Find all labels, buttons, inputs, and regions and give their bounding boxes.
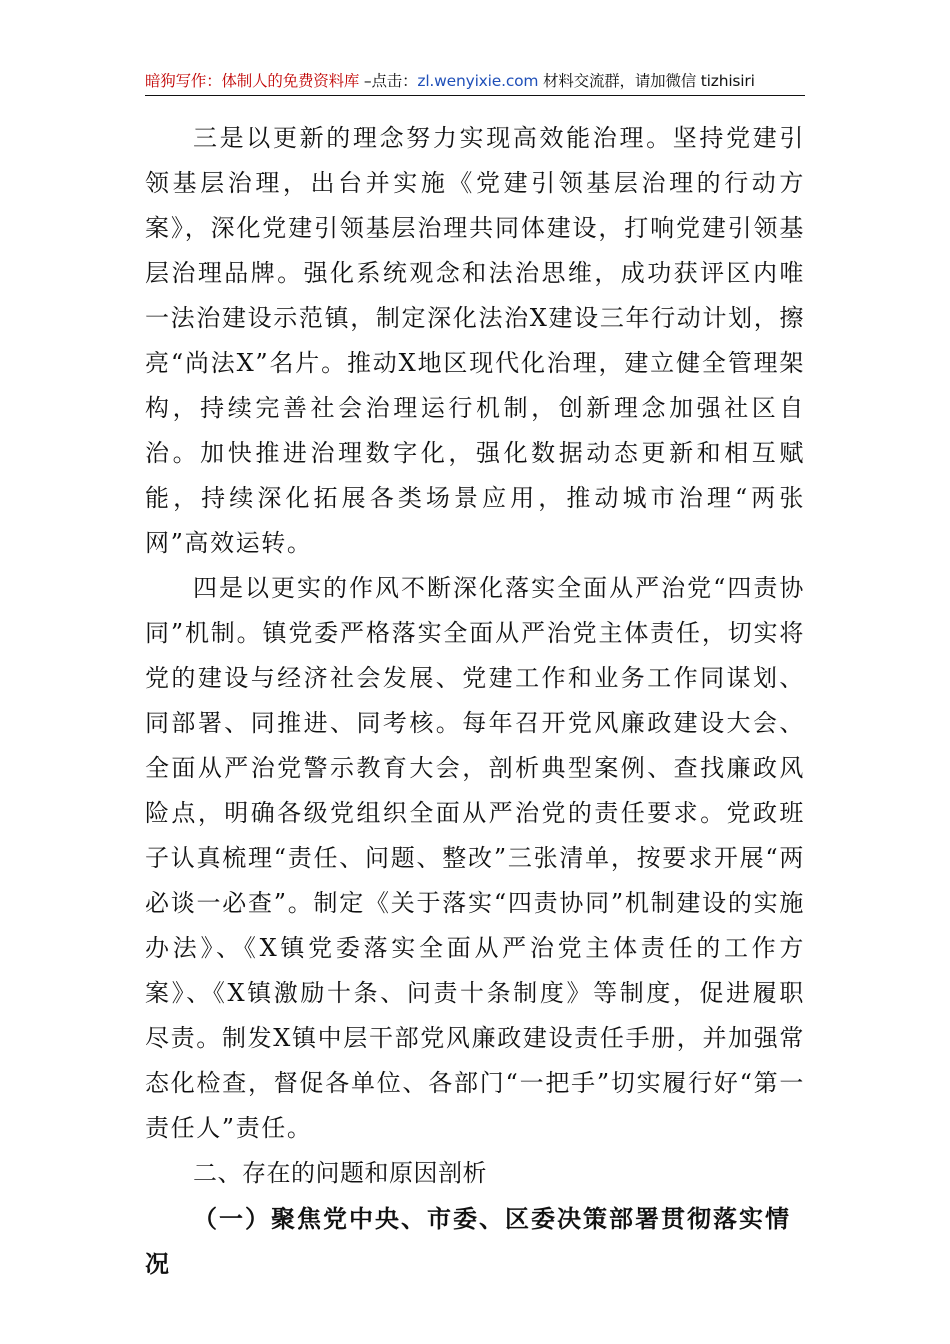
subsection-heading: （一）聚焦党中央、市委、区委决策部署贯彻落实情况	[145, 1204, 791, 1278]
header-divider	[145, 95, 805, 96]
document-body	[145, 116, 805, 1286]
header-link[interactable]: zl.wenyixie.com	[417, 72, 539, 90]
header-separator: –点击：	[359, 72, 418, 90]
section-heading: 二、存在的问题和原因剖析	[193, 1159, 487, 1187]
header-note: 材料交流群，请加微信 tizhisiri	[538, 72, 755, 90]
header-brand: 暗狗写作：体制人的免费资料库	[145, 72, 360, 90]
paragraph-governance: 三是以更新的理念努力实现高效能治理。坚持党建引领基层治理，出台并实施《党建引领基层治理的行动方案》，深化党建引领基层治理共同体建设，打响党建引领基层治理品牌。强化系统观念和法治思维，成功获评区内唯一法治建设示范镇，制定深化法治X建设三年行动计划，擦亮“尚法X”名片。推动X地区现代化治理，建立健全管理架构，持续完善社会治理运行机制，创新理念加强社区自治。加快推进治理数字化，强化数据动态更新和相互赋能，持续深化拓展各类场景应用，推动城市治理“两张网”高效运转。	[145, 124, 805, 557]
paragraph-party-discipline: 四是以更实的作风不断深化落实全面从严治党“四责协同”机制。镇党委严格落实全面从严治党主体责任，切实将党的建设与经济社会发展、党建工作和业务工作同谋划、同部署、同推进、同考核。每年召开党风廉政建设大会、全面从严治党警示教育大会，剖析典型案例、查找廉政风险点，明确各级党组织全面从严治党的责任要求。党政班子认真梳理“责任、问题、整改”三张清单，按要求开展“两必谈一必查”。制定《关于落实“四责协同”机制建设的实施办法》、《X镇党委落实全面从严治党主体责任的工作方案》、《X镇激励十条、问责十条制度》等制度，促进履职尽责。制发X镇中层干部党风廉政建设责任手册，并加强常态化检查，督促各单位、各部门“一把手”切实履行好“第一责任人”责任。	[145, 574, 805, 1142]
header-banner	[145, 66, 805, 96]
